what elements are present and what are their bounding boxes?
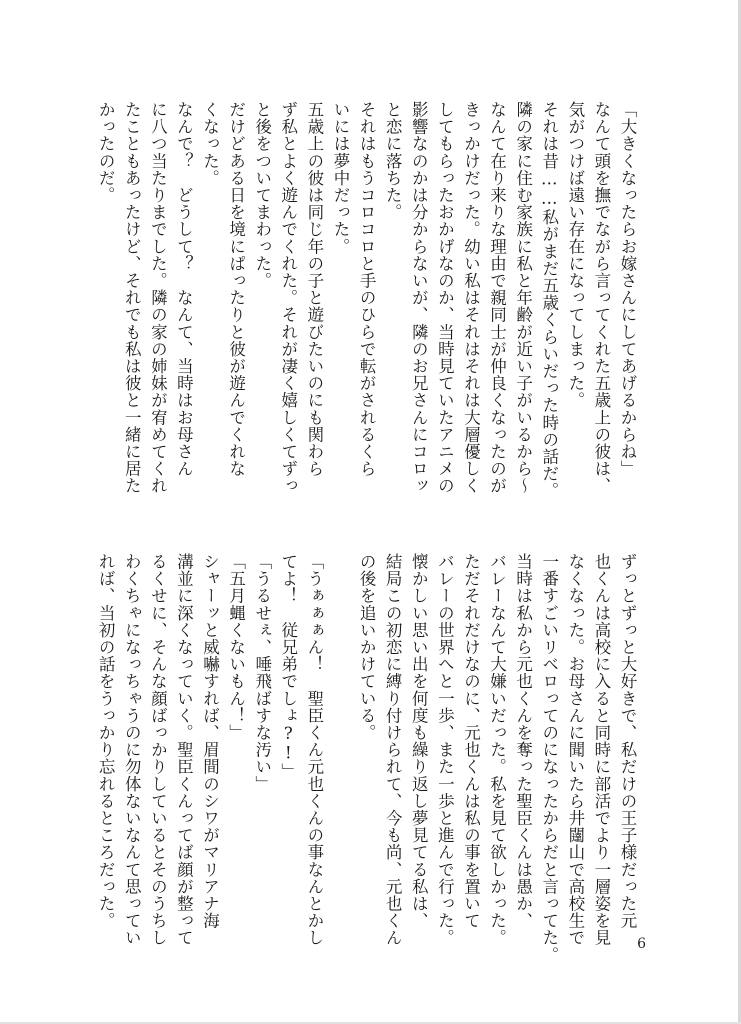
text-column: れば、当初の話をうっかり忘れるところだった。 bbox=[96, 553, 116, 930]
text-column: てよ！ 従兄弟でしょ?!」 bbox=[278, 553, 298, 781]
text-column: 「大きくなったらお嫁さんにしてあげるからね」 bbox=[618, 101, 637, 478]
text-column: 溝並に深くなっていく。聖臣くんってば顔が整って bbox=[174, 553, 194, 947]
text-column: の後を追いかけている。 bbox=[357, 553, 377, 742]
text-column: 結局この初恋に縛り付けられて、今も尚、元也くん bbox=[383, 553, 403, 947]
text-column: だけどある日を境にぱったりと彼が遊んでくれな bbox=[226, 101, 246, 478]
text-column: 隣の家に住む家族に私と年齢が近い子がいるから～ bbox=[513, 101, 533, 495]
text-column: バレーの世界へと一歩、また一歩と進んで行った。 bbox=[435, 553, 455, 947]
top-text-block bbox=[92, 101, 640, 500]
text-column: なくなった。お母さんに聞いたら井闥山で高校生で bbox=[565, 553, 585, 947]
text-column: 一番すごいリベロってのになったからだと言ってた。 bbox=[539, 553, 559, 964]
text-column: いには夢中だった。 bbox=[330, 101, 350, 255]
blank-column bbox=[327, 553, 353, 923]
text-column: なんて頭を撫でながら言ってくれた五歳上の彼は、 bbox=[591, 101, 611, 495]
text-column: たこともあったけど、それでも私は彼と一緒に居た bbox=[122, 101, 142, 495]
text-column: 「うぁぁぁん！ 聖臣くん元也くんの事なんとかし bbox=[304, 553, 324, 947]
text-column: きっかけだった。幼い私はそれはそれは大層優しく bbox=[461, 101, 481, 495]
text-column: ずっとずっと大好きで、私だけの王子様だった元 bbox=[618, 553, 637, 930]
text-column: わくちゃになっちゃうのに勿体ないなんて思ってい bbox=[122, 553, 142, 947]
text-column: ただそれだけなのに、元也くんは私の事を置いて bbox=[461, 553, 481, 930]
text-column: してもらったおかげなのか、当時見ていたアニメの bbox=[435, 101, 455, 495]
text-column: 五歳上の彼は同じ年の子と遊びたいのにも関わら bbox=[304, 101, 324, 478]
bottom-text-block bbox=[92, 553, 640, 964]
text-column: 也くんは高校に入ると同時に部活でより一層姿を見 bbox=[591, 553, 611, 947]
text-column: と後をついてまわった。 bbox=[252, 101, 272, 290]
text-column: シャーッと威嚇すれば、眉間のシワがマリアナ海 bbox=[200, 553, 220, 930]
text-column: バレーなんて大嫌いだった。私を見て欲しかった。 bbox=[487, 553, 507, 947]
text-column: なんて在り来りな理由で親同士が仲良くなったのが bbox=[487, 101, 507, 495]
text-column: なんで？ どうして？ なんて、当時はお母さん bbox=[174, 101, 194, 478]
text-column: ず私とよく遊んでくれた。それが凄く嬉しくてずっ bbox=[278, 101, 298, 495]
text-column: それはもうコロコロと手のひらで転がされるくら bbox=[357, 101, 377, 478]
text-column: 当時は私から元也くんを奪った聖臣くんは愚か、 bbox=[513, 553, 533, 930]
text-column: かったのだ。 bbox=[96, 101, 116, 204]
text-column: 「うるせぇ、唾飛ばすな汚い」 bbox=[252, 553, 272, 793]
text-column: るくせに、そんな顔ばっかりしているとそのうちし bbox=[148, 553, 168, 947]
text-column: くなった。 bbox=[200, 101, 220, 187]
text-column: それは昔……私がまだ五歳くらいだった時の話だ。 bbox=[539, 101, 559, 500]
text-column: 気がつけば遠い存在になってしまった。 bbox=[565, 101, 585, 409]
text-column: に八つ当たりまでした。隣の家の姉妹が宥めてくれ bbox=[148, 101, 168, 495]
text-column: と恋に落ちた。 bbox=[383, 101, 403, 221]
text-column: 影響なのかは分からないが、隣のお兄さんにコロッ bbox=[409, 101, 429, 495]
text-column: 「五月蝿くないもん！」 bbox=[226, 553, 246, 742]
text-column: 懐かしい思い出を何度も繰り返し夢見てる私は、 bbox=[409, 553, 429, 930]
page-number: 6 bbox=[637, 936, 646, 952]
